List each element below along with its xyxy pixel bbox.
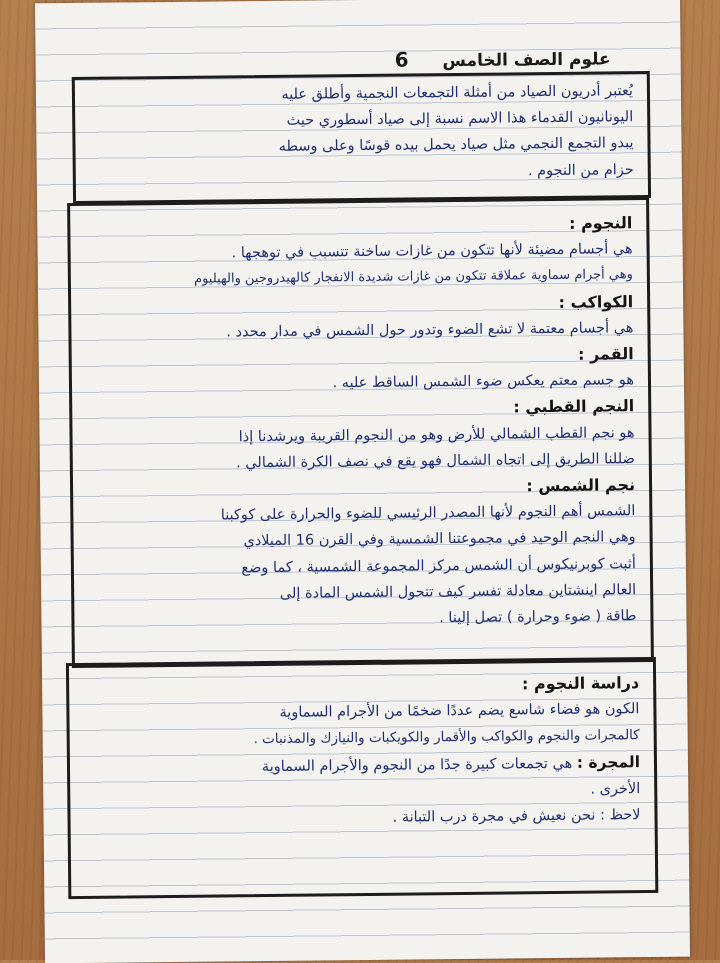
page-number: 6 <box>394 47 409 72</box>
intro-box <box>72 71 651 204</box>
polaris-line: ضللنا الطريق إلى اتجاه الشمال فهو يقع في نصف الكرة الشمالي . <box>235 450 635 472</box>
astronomy-line: الكون هو فضاء شاسع يضم عددًا ضخمًا من الأجرام السماوية <box>279 701 640 722</box>
moon-heading: القمر : <box>577 344 634 364</box>
intro-line: اليونانيون القدماء هذا الاسم نسبة إلى صياد أسطوري حيث <box>286 109 634 129</box>
sun-line: العالم اينشتاين معادلة تفسر كيف تتحول الشمس المادة إلى <box>279 581 637 602</box>
astronomy-box <box>66 657 658 899</box>
page-title: علوم الصف الخامس <box>442 49 611 72</box>
intro-line: حزام من النجوم . <box>527 161 634 179</box>
stars-line: هي أجسام مضيئة لأنها تتكون من غازات ساخنة تتسبب في توهجها . <box>231 241 633 262</box>
sun-line: الشمس أهم النجوم لأنها المصدر الرئيسي للضوء والحرارة على كوكبنا <box>220 503 636 524</box>
astronomy-heading: دراسة النجوم : <box>521 673 640 694</box>
polaris-heading: النجم القطبي : <box>513 396 635 417</box>
astronomy-line: كالمجرات والنجوم والكواكب والأقمار والكويكبات والنيازك والمذنبات . <box>253 727 640 748</box>
intro-line: يُعتبر أدريون الصياد من أمثلة التجمعات النجمية وأطلق عليه <box>281 83 634 103</box>
sun-line: أثبت كوبرنيكوس أن الشمس مركز المجموعة الشمسية ، كما وضع <box>241 555 636 576</box>
intro-line: يبدو التجمع النجمي مثل صياد يحمل بيده قوسًا وعلى وسطه <box>278 135 634 156</box>
galaxy-note: لاحظ : نحن نعيش في مجرة درب التبانة . <box>392 807 641 826</box>
moon-line: هو جسم معتم يعكس ضوء الشمس الساقط عليه . <box>332 372 635 392</box>
stars-line: وهي أجرام سماوية عملاقة تتكون من غازات شديدة الانفجار كالهيدروجين والهيليوم <box>194 267 633 288</box>
sun-line: وهي النجم الوحيد في مجموعتنا الشمسية وفي القرن 16 الميلادي <box>243 529 636 550</box>
sun-line: طاقة ( ضوء وحرارة ) تصل إلينا . <box>439 608 637 627</box>
polaris-line: هو نجم القطب الشمالي للأرض وهو من النجوم القريبة ويرشدنا إذا <box>238 424 635 445</box>
notebook-page <box>35 0 690 963</box>
planets-line: هي أجسام معتمة لا تشع الضوء وتدور حول الشمس في مدار محدد . <box>226 319 634 341</box>
stars-heading: النجوم : <box>568 213 633 233</box>
galaxy-line: الأخرى . <box>590 780 641 798</box>
galaxy-line: هي تجمعات كبيرة جدًا من النجوم والأجرام السماوية <box>261 755 573 775</box>
galaxy-heading: المجرة : <box>576 752 641 772</box>
planets-heading: الكواكب : <box>558 291 634 312</box>
definitions-box <box>67 197 654 668</box>
sun-heading: نجم الشمس : <box>526 475 636 496</box>
